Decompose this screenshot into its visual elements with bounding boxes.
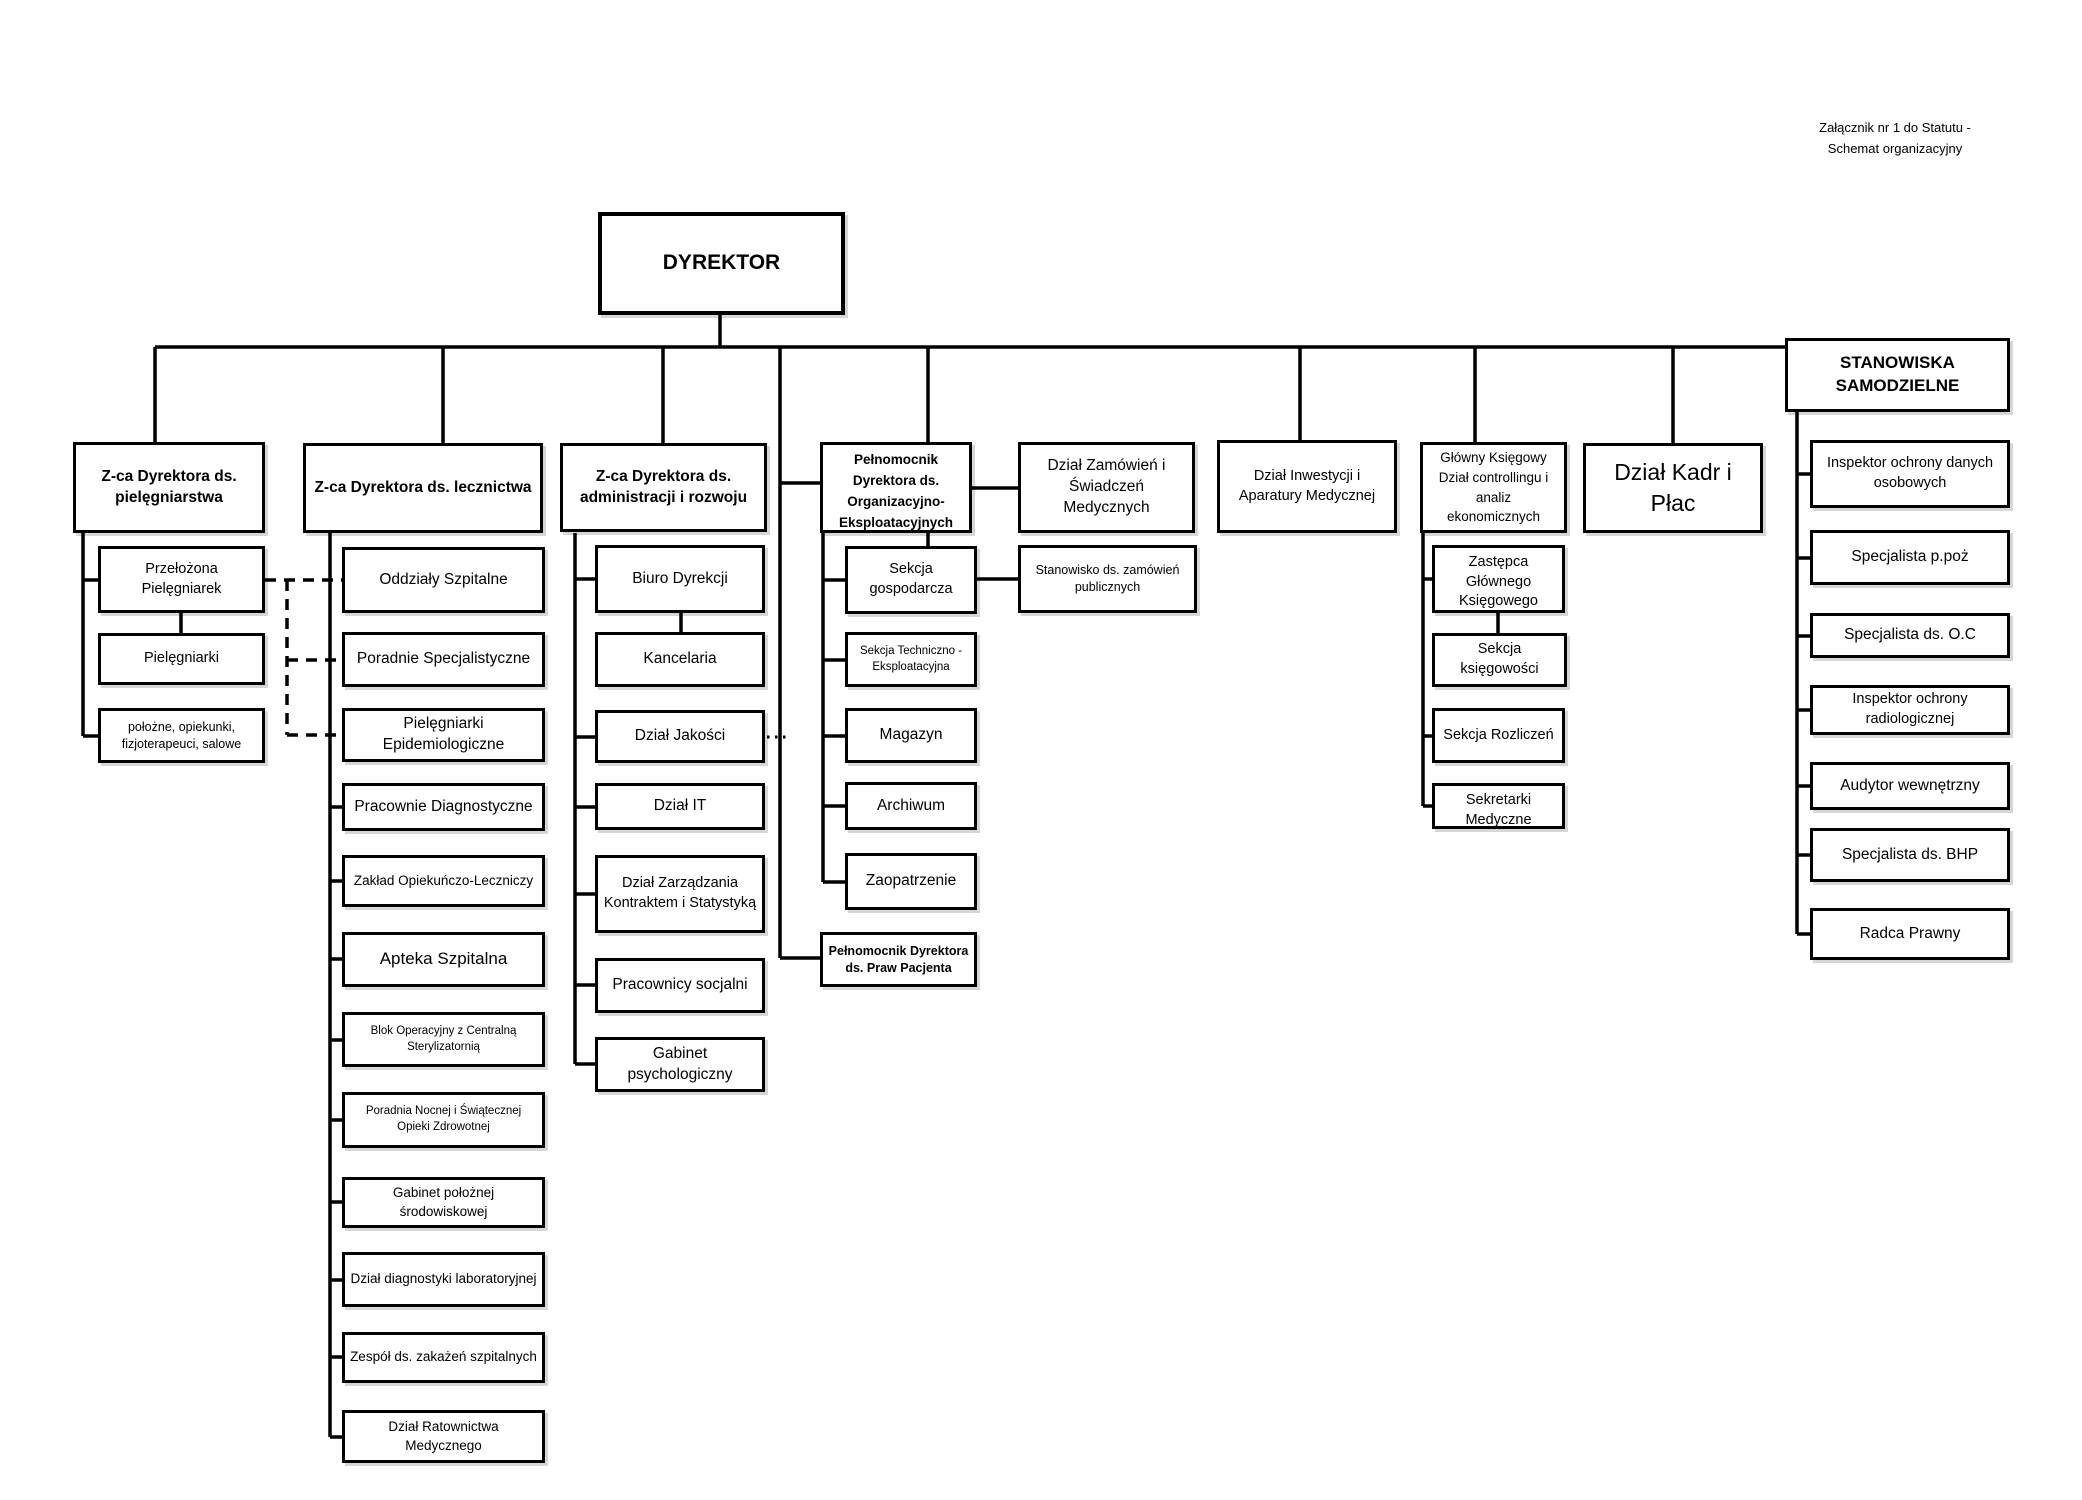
node-dzial-it: Dział IT (595, 783, 765, 830)
node-apteka-szpitalna: Apteka Szpitalna (342, 932, 545, 987)
node-polozne-opiekunki: położne, opiekunki, fizjoterapeuci, salowe (98, 708, 265, 763)
attachment-note-line1: Załącznik nr 1 do Statutu - (1819, 120, 1971, 135)
node-magazyn: Magazyn (845, 708, 977, 763)
node-audytor-wewnetrzny: Audytor wewnętrzny (1810, 762, 2010, 810)
node-specjalista-bhp: Specjalista ds. BHP (1810, 828, 2010, 882)
node-sekcja-gospodarcza: Sekcja gospodarcza (845, 546, 977, 614)
node-inspektor-radiologicznej: Inspektor ochrony radiologicznej (1810, 685, 2010, 735)
node-dzial-zarzadzania-kontraktem: Dział Zarządzania Kontraktem i Statystyką (595, 855, 765, 933)
node-zca-pielegniarstwa: Z-ca Dyrektora ds. pielęgniarstwa (73, 442, 265, 533)
node-inspektor-danych-osobowych: Inspektor ochrony danych osobowych (1810, 440, 2010, 508)
node-gabinet-psychologiczny: Gabinet psychologiczny (595, 1037, 765, 1092)
node-sekcja-techniczno: Sekcja Techniczno - Eksploatacyjna (845, 632, 977, 687)
node-glowny-ksiegowy: Główny Księgowy Dział controllingu i analiz ekonomicznych (1420, 442, 1567, 533)
node-pracownie-diagnostyczne: Pracownie Diagnostyczne (342, 783, 545, 831)
node-oddzialy-szpitalne: Oddziały Szpitalne (342, 547, 545, 613)
node-pielegniarki-epidemiologiczne: Pielęgniarki Epidemiologiczne (342, 708, 545, 762)
node-dzial-kadr: Dział Kadr i Płac (1583, 443, 1763, 533)
node-zca-administracji: Z-ca Dyrektora ds. administracji i rozwoju (560, 443, 767, 532)
node-pelnomocnik-organizacyjno: Pełnomocnik Dyrektora ds. Organizacyjno-Eksploatacyjnych (820, 442, 972, 533)
node-kancelaria: Kancelaria (595, 632, 765, 687)
attachment-note (1770, 118, 2020, 160)
node-poradnia-nocnej: Poradnia Nocnej i Świątecznej Opieki Zdrowotnej (342, 1092, 545, 1148)
node-blok-operacyjny: Blok Operacyjny z Centralną Sterylizatornią (342, 1012, 545, 1067)
node-dzial-inwestycji: Dział Inwestycji i Aparatury Medycznej (1217, 440, 1397, 533)
node-zaklad-opiekunczo-leczniczy: Zakład Opiekuńczo-Leczniczy (342, 855, 545, 907)
node-dyrektor: DYREKTOR (598, 212, 845, 315)
node-specjalista-ppoz: Specjalista p.poż (1810, 530, 2010, 585)
node-sekretarki-medyczne: Sekretarki Medyczne (1432, 783, 1565, 829)
node-zastepca-glownego-ksiegowego: Zastępca Głównego Księgowego (1432, 545, 1565, 613)
node-stanowiska-samodzielne: STANOWISKA SAMODZIELNE (1785, 338, 2010, 412)
node-sekcja-ksiegowosci: Sekcja księgowości (1432, 633, 1567, 687)
node-radca-prawny: Radca Prawny (1810, 908, 2010, 960)
node-poradnie-specjalistyczne: Poradnie Specjalistyczne (342, 632, 545, 687)
node-biuro-dyrekcji: Biuro Dyrekcji (595, 545, 765, 613)
attachment-note-line2: Schemat organizacyjny (1827, 140, 1963, 156)
node-pielegniarki: Pielęgniarki (98, 633, 265, 685)
node-dzial-zamowien: Dział Zamówień i Świadczeń Medycznych (1018, 442, 1195, 533)
node-dzial-jakosci: Dział Jakości (595, 710, 765, 763)
node-przelozona-pielegniarek: Przełożona Pielęgniarek (98, 546, 265, 613)
node-zca-lecznictwa: Z-ca Dyrektora ds. lecznictwa (303, 443, 543, 533)
node-zaopatrzenie: Zaopatrzenie (845, 853, 977, 910)
node-pracownicy-socjalni: Pracownicy socjalni (595, 958, 765, 1013)
node-pelnomocnik-praw-pacjenta: Pełnomocnik Dyrektora ds. Praw Pacjenta (820, 932, 977, 987)
node-specjalista-oc: Specjalista ds. O.C (1810, 613, 2010, 658)
node-gabinet-poloznej: Gabinet położnej środowiskowej (342, 1177, 545, 1228)
node-dzial-ratownictwa: Dział Ratownictwa Medycznego (342, 1410, 545, 1463)
node-zespol-zakazen: Zespół ds. zakażeń szpitalnych (342, 1332, 545, 1383)
node-archiwum: Archiwum (845, 782, 977, 830)
node-dzial-diagnostyki-laboratoryjnej: Dział diagnostyki laboratoryjnej (342, 1252, 545, 1307)
node-sekcja-rozliczen: Sekcja Rozliczeń (1432, 708, 1565, 763)
node-stanowisko-zamowien-publicznych: Stanowisko ds. zamówień publicznych (1018, 545, 1197, 613)
